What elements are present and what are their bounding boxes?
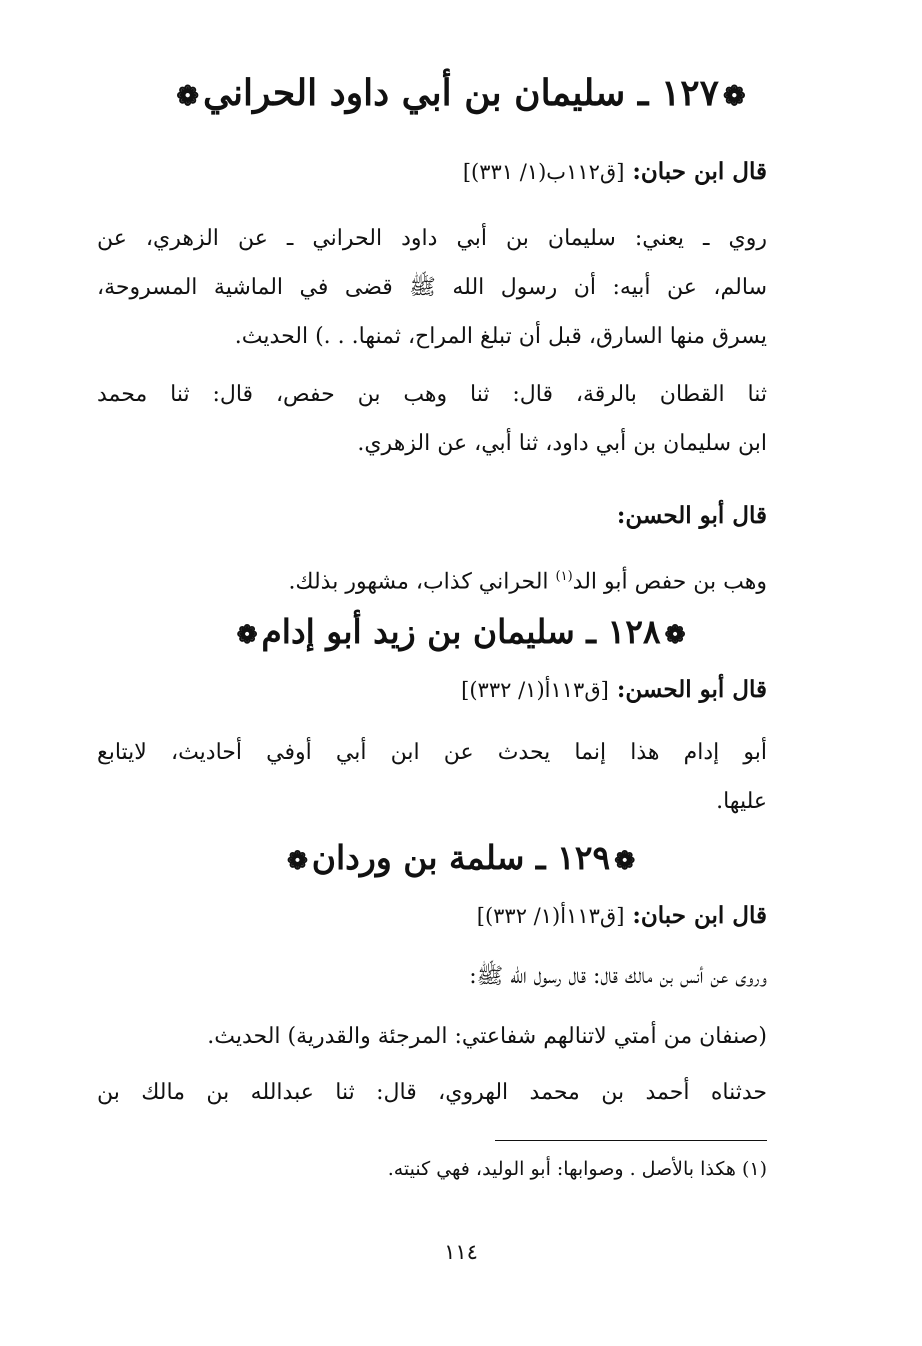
ornament-icon: ❁: [614, 846, 635, 875]
entry-heading-128: ❁١٢٨ ـ سليمان بن زيد أبو إدام❁: [90, 612, 832, 651]
manuscript-reference: [ق١١٣أ(١/ ٣٣٢)]: [476, 904, 625, 928]
manuscript-reference: [ق١١٢ب(١/ ٣٣١)]: [462, 160, 625, 184]
ornament-icon: ❁: [722, 81, 746, 112]
text-line: ابن سليمان بن أبي داود، ثنا أبي، عن الزهري.: [357, 431, 767, 456]
text-line: روي ـ يعني: سليمان بن أبي داود الحراني ـ عن الزهري، عن: [97, 226, 767, 251]
paragraph: [97, 370, 767, 468]
manuscript-reference: [ق١١٣أ(١/ ٣٣٢)]: [461, 678, 609, 702]
text-line: ثنا القطان بالرقة، قال: ثنا وهب بن حفص، قال: ثنا محمد: [97, 382, 767, 407]
ornament-icon: ❁: [664, 620, 686, 649]
text-line: أبو إدام هذا إنما يحدث عن ابن أبي أوفي أحاديث، لايتابع: [97, 740, 767, 765]
text-line: عليها.: [716, 789, 767, 814]
paragraph: [97, 728, 767, 826]
text-line: (صنفان من أمتي لاتنالهم شفاعتي: المرجئة والقدرية) الحديث.: [207, 1024, 767, 1049]
paragraph: [97, 1012, 767, 1061]
text-line: وروى عن أنس بن مالك قال: قال رسول الله ﷺ:: [469, 964, 767, 989]
text-line: يسرق منها السارق، قبل أن تبلغ المراح، ثمنها. . .) الحديث.: [234, 324, 767, 349]
narrator-label: قال أبو الحسن: [ق١١٣أ(١/ ٣٣٢)]: [461, 676, 767, 703]
ornament-icon: ❁: [236, 620, 258, 649]
ornament-icon: ❁: [287, 846, 308, 875]
page-number: ١١٤: [444, 1240, 478, 1264]
entry-heading-127: ❁١٢٧ ـ سليمان بن أبي داود الحراني❁: [90, 72, 832, 114]
paragraph: [97, 1068, 767, 1117]
footnote-divider: [495, 1140, 767, 1141]
paragraph: [97, 214, 767, 361]
footnote: (١) هكذا بالأصل . وصوابها: أبو الوليد، فهي كنيته.: [387, 1158, 767, 1180]
narrator-label: قال ابن حبان: [ق١١٣أ(١/ ٣٣٢)]: [476, 902, 767, 929]
paragraph: [97, 552, 767, 606]
text-line: حدثناه أحمد بن محمد الهروي، قال: ثنا عبدالله بن مالك بن: [97, 1080, 767, 1105]
entry-heading-129: ❁١٢٩ ـ سلمة بن وردان❁: [90, 838, 832, 877]
ornament-icon: ❁: [176, 81, 200, 112]
text-line: سالم، عن أبيه: أن رسول الله ﷺ قضى في الماشية المسروحة،: [97, 275, 767, 300]
text-line: وهب بن حفص أبو الد$^{(١)}$ الحراني كذاب، مشهور بذلك.: [288, 569, 767, 595]
paragraph: [97, 952, 767, 1001]
footnote-marker: (١): [555, 569, 573, 584]
narrator-label: قال أبو الحسن:: [616, 502, 767, 529]
narrator-label: قال ابن حبان: [ق١١٢ب(١/ ٣٣١)]: [462, 158, 767, 185]
